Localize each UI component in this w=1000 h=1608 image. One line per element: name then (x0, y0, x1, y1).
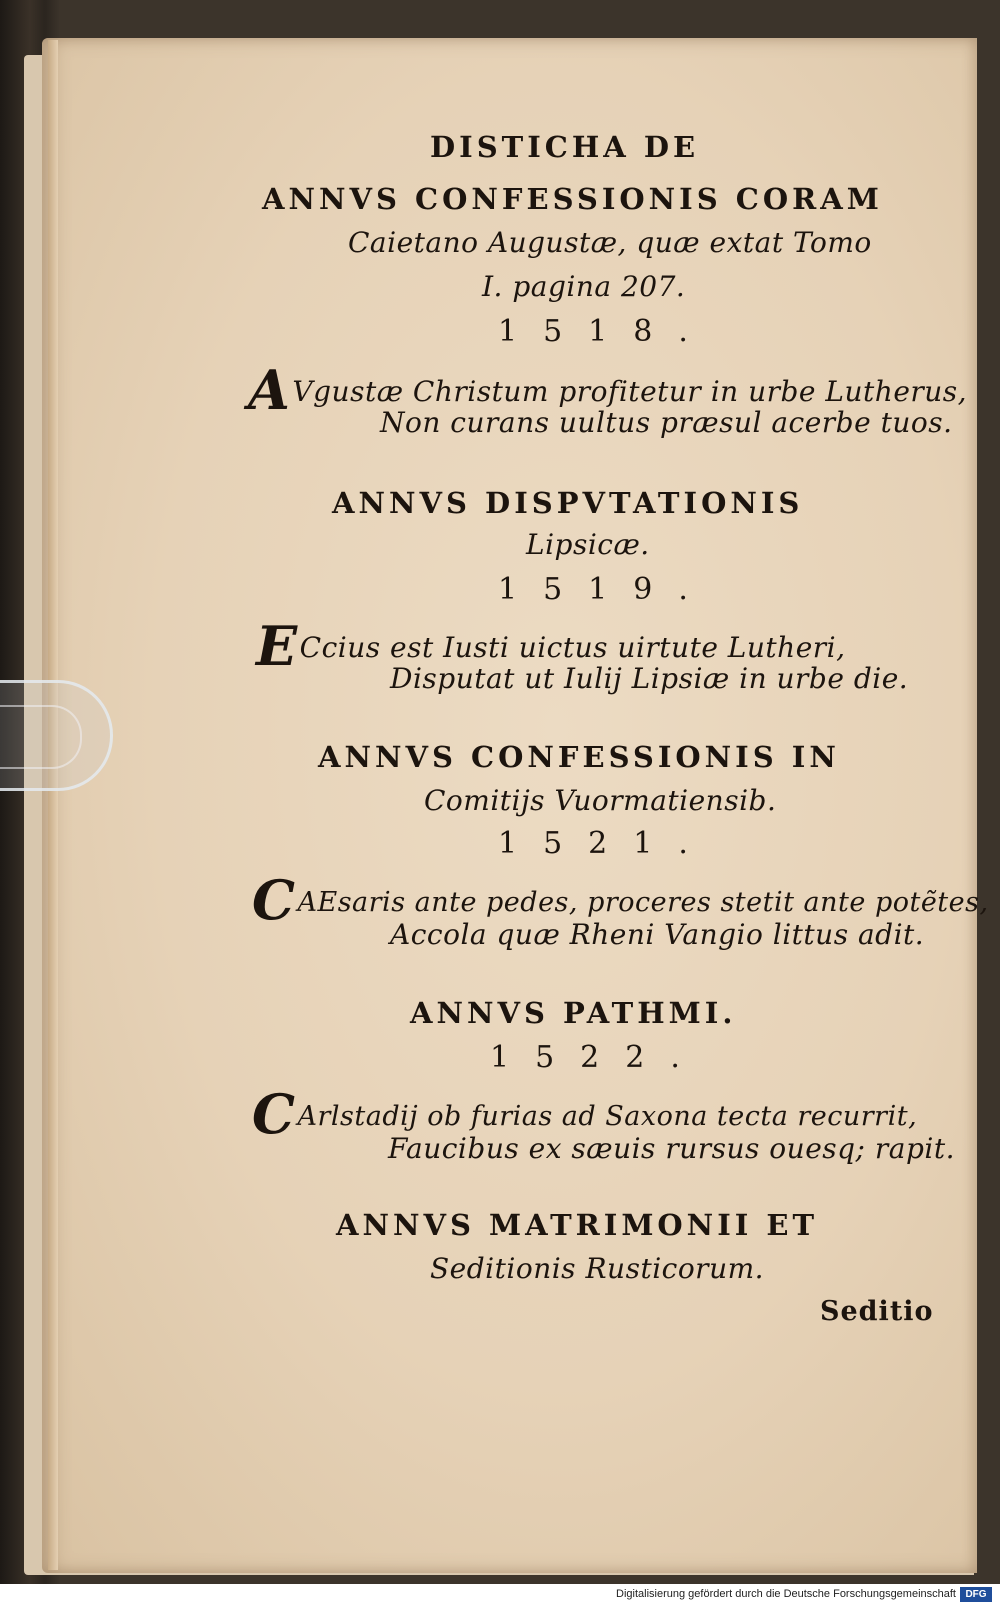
page-clip-inner (0, 705, 82, 769)
heading-disputationis: ANNVS DISPVTATIONIS (332, 486, 804, 520)
heading-pathmi: ANNVS PATHMI. (410, 996, 737, 1030)
verse-text: Arlstadij ob furias ad Saxona tecta recurrit, (297, 1101, 918, 1132)
year-1521: 1521. (498, 826, 714, 861)
heading-confessionis-in: ANNVS CONFESSIONIS IN (318, 740, 840, 774)
drop-initial: A (248, 358, 291, 422)
heading-vuormatiensib: Comitijs Vuormatiensib. (424, 784, 777, 817)
year-1522: 1522. (490, 1040, 706, 1075)
verse-text: Vgustæ Christum profitetur in urbe Lutherus, (292, 375, 968, 408)
title-line-4: I. pagina 207. (482, 270, 686, 303)
heading-matrimonii: ANNVS MATRIMONII ET (336, 1208, 819, 1242)
verse-1519-line-2: Disputat ut Iulij Lipsiæ in urbe die. (390, 662, 909, 695)
drop-initial: E (256, 614, 298, 678)
catchword: Seditio (820, 1296, 934, 1327)
verse-1518-line-2: Non curans uultus præsul acerbe tuos. (380, 406, 953, 439)
year-1518: 1518. (498, 314, 714, 349)
footer-credit: Digitalisierung gefördert durch die Deutsche Forschungsgemeinschaft (616, 1588, 956, 1600)
page-edge (48, 40, 58, 1570)
verse-text: Ccius est Iusti uictus uirtute Lutheri, (299, 631, 846, 664)
verse-text: AEsaris ante pedes, proceres stetit ante potẽtes, (297, 887, 989, 918)
heading-seditionis: Seditionis Rusticorum. (430, 1252, 765, 1285)
drop-initial: C (252, 868, 296, 932)
dfg-logo: DFG (960, 1587, 992, 1602)
title-line-2: ANNVS CONFESSIONIS CORAM (262, 182, 883, 216)
verse-1522-line-2: Faucibus ex sæuis rursus ouesq; rapit. (388, 1132, 955, 1165)
drop-initial: C (252, 1082, 296, 1146)
title-line-3: Caietano Augustæ, quæ extat Tomo (348, 226, 872, 259)
verse-1521-line-2: Accola quæ Rheni Vangio littus adit. (390, 918, 925, 951)
title-line-1: DISTICHA DE (430, 130, 700, 164)
year-1519: 1519. (498, 572, 714, 607)
heading-lipsicae: Lipsicæ. (526, 528, 650, 561)
